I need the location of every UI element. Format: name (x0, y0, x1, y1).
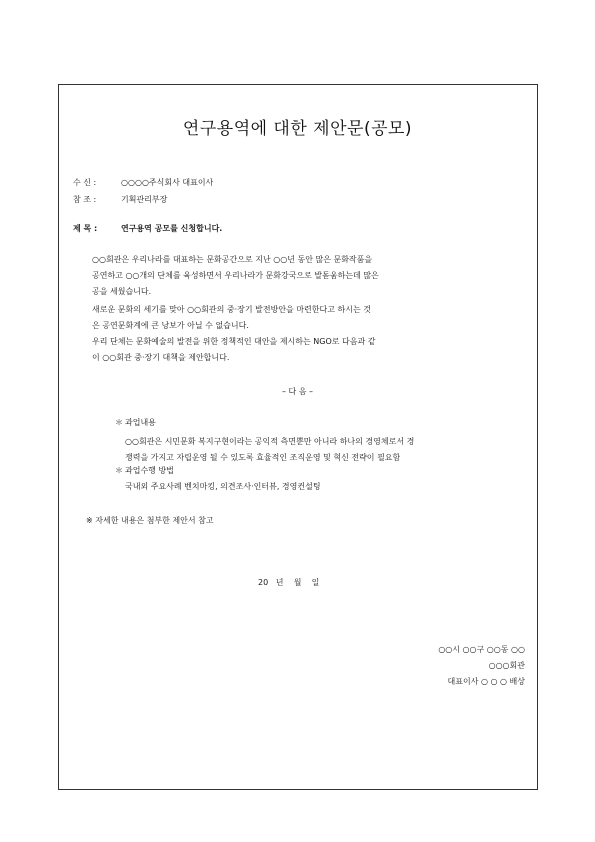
item-label-method: 과업수행 방법 (125, 466, 174, 475)
bullet-icon: ＊ (115, 418, 123, 427)
body-line: 은 공연문화계에 큰 낭보가 아닐 수 없습니다. (92, 321, 249, 330)
body-line: 새로운 문화의 세기를 맞아 ○○회관의 중·장기 발전방안을 마련한다고 하시는 것 (92, 305, 371, 314)
body-paragraph-2 (92, 302, 502, 334)
body-paragraph-1 (92, 252, 502, 300)
divider-heading: – 다 음 – (281, 387, 314, 396)
sender-organization: ○○○회관 (488, 661, 525, 670)
body-line: 우리 단체는 문화예술의 발전을 위한 정책적인 대안을 제시하는 NGO로 다음과 같 (92, 337, 376, 346)
bullet-icon: ＊ (115, 466, 123, 475)
body-line: 공을 세웠습니다. (92, 287, 152, 296)
item-line: 쟁력을 가지고 자립운영 될 수 있도록 효율적인 조직운영 및 혁신 전략이 필요함 (125, 453, 401, 462)
item-label-task: 과업내용 (125, 418, 156, 427)
body-line: 공연하고 ○○개의 단체를 육성하면서 우리나라가 문화강국으로 발돋움하는데 많은 (92, 271, 379, 280)
attachment-note: ※ 자세한 내용은 첨부한 제안서 참고 (86, 516, 214, 525)
reference-label: 참 조 : (73, 195, 97, 204)
item-text-method: 국내외 주요사례 벤치마킹, 의견조사·인터뷰, 경영컨설팅 (125, 482, 321, 491)
sender-signature: 대표이사 ○ ○ ○ 배상 (447, 677, 525, 686)
item-line: ○○회관은 시민문화 복지구현이라는 공익적 측면뿐만 아니라 하나의 경영체로서 경 (125, 437, 415, 446)
body-line: 이 ○○회관 중·장기 대책을 제안합니다. (92, 353, 230, 362)
document-title: 연구용역에 대한 제안문(공모) (182, 119, 413, 139)
subject-value: 연구용역 공모를 신청합니다. (121, 224, 223, 233)
body-line: ○○회관은 우리나라를 대표하는 문화공간으로 지난 ○○년 동안 많은 문화작품을 (92, 255, 373, 264)
subject-label: 제 목 : (73, 224, 98, 233)
item-text-task (125, 434, 414, 466)
body-paragraph-3 (92, 334, 502, 366)
recipient-value: ○○○○주식회사 대표이사 (121, 178, 214, 187)
reference-value: 기획관리부장 (121, 195, 168, 204)
recipient-label: 수 신 : (73, 178, 97, 187)
sender-address: ○○시 ○○구 ○○동 ○○ (438, 645, 525, 654)
date-line: 20 년 월 일 (258, 578, 320, 587)
